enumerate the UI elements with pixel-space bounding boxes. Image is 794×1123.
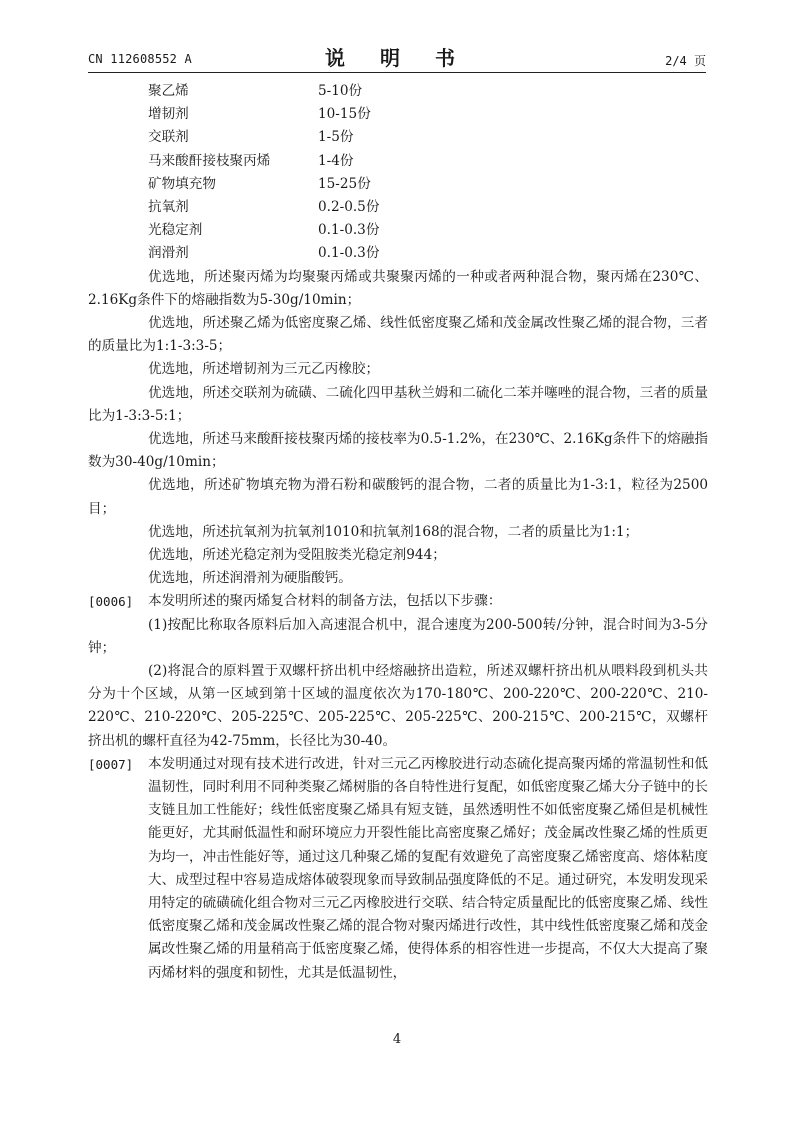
document-body: [88, 80, 708, 985]
paragraph-number: [0007]: [88, 756, 134, 772]
preference-paragraph: 优选地，所述聚丙烯为均聚聚丙烯或共聚聚丙烯的一种或者两种混合物，聚丙烯在230℃、2.16Kg条件下的熔融指数为5-30g/10min；: [88, 268, 708, 308]
component-name: 增韧剂: [148, 106, 189, 123]
paragraph-text: 本发明通过对现有技术进行改进，针对三元乙丙橡胶进行动态硫化提高聚丙烯的常温韧性和低温韧性，同时利用不同种类聚乙烯树脂的各自特性进行复配，如低密度聚乙烯大分子链中的长支链且加工性能好；线性低密度聚乙烯具有短支链，虽然透明性不如低密度聚乙烯但是机械性能更好，尤其耐低温性和耐环境应力开裂性能比高密度聚乙烯好；茂金属改性聚乙烯的性质更为均一，冲击性能好等，通过这几种聚乙烯的复配有效避免了高密度聚乙烯密度高、熔体粘度大、成型过程中容易造成熔体破裂现象而导致制品强度降低的不足。通过研究，本发明发现采用特定的硫磺硫化组合物对三元乙丙橡胶进行交联、结合特定质量配比的低密度聚乙烯、线性低密度聚乙烯和茂金属改性聚乙烯的混合物对聚丙烯进行改性，其中线性低密度聚乙烯和茂金属改性聚乙烯的用量稍高于低密度聚乙烯，使得体系的相容性进一步提高，不仅大大提高了聚丙烯材料的强度和韧性，尤其是低温韧性，: [148, 755, 708, 981]
component-name: 矿物填充物: [148, 175, 216, 192]
paragraph-0007: [88, 753, 708, 985]
paragraph-text: 本发明所述的聚丙烯复合材料的制备方法，包括以下步骤：: [148, 593, 502, 610]
page-number: 4: [392, 1032, 402, 1047]
component-row: [88, 173, 708, 196]
component-amount: 10-15份: [318, 106, 371, 123]
component-amount: 1-4份: [318, 152, 354, 169]
header-divider: [88, 72, 706, 73]
component-row: [88, 80, 708, 103]
component-amount: 5-10份: [318, 83, 363, 99]
preference-paragraph: 优选地，所述润滑剂为硬脂酸钙。: [148, 570, 352, 587]
paragraph-0006: [88, 590, 708, 613]
process-step: (1)按配比称取各原料后加入高速混合机中，混合速度为200-500转/分钟，混合时间为3-5分钟；: [88, 616, 708, 656]
preference-paragraph: 优选地，所述聚乙烯为低密度聚乙烯、线性低密度聚乙烯和茂金属改性聚乙烯的混合物，三者的质量比为1:1-3:3-5；: [88, 314, 708, 355]
page-indicator: 2/4 页: [665, 54, 706, 68]
preference-paragraph: 优选地，所述光稳定剂为受阻胺类光稳定剂944；: [148, 546, 446, 563]
component-amount: 0.2-0.5份: [318, 198, 380, 215]
component-name: 抗氧剂: [148, 198, 189, 215]
component-amount: 1-5份: [318, 129, 354, 146]
preference-paragraph: 优选地，所述增韧剂为三元乙丙橡胶；: [148, 361, 380, 378]
component-name: 聚乙烯: [148, 83, 189, 99]
document-title: 说 明 书: [325, 46, 469, 70]
component-amount: 15-25份: [318, 175, 371, 192]
component-row: [88, 242, 708, 265]
component-list: [88, 80, 708, 266]
preference-paragraph: 优选地，所述抗氧剂为抗氧剂1010和抗氧剂168的混合物，二者的质量比为1:1；: [148, 523, 639, 540]
component-row: [88, 103, 708, 126]
patent-number: CN 112608552 A: [88, 52, 192, 66]
component-row: [88, 219, 708, 242]
preference-paragraph: 优选地，所述矿物填充物为滑石粉和碳酸钙的混合物，二者的质量比为1-3:1，粒径为2500目；: [88, 477, 708, 517]
component-name: 马来酸酐接枝聚丙烯: [148, 152, 271, 169]
component-amount: 0.1-0.3份: [318, 222, 380, 239]
preference-paragraph: 优选地，所述交联剂为硫磺、二硫化四甲基秋兰姆和二硫化二苯并噻唑的混合物，三者的质量比为1-3:3-5:1；: [88, 384, 708, 424]
component-name: 交联剂: [148, 129, 189, 146]
preference-paragraph: 优选地，所述马来酸酐接枝聚丙烯的接枝率为0.5-1.2%，在230℃、2.16Kg条件下的熔融指数为30-40g/10min；: [88, 430, 708, 471]
process-step: (2)将混合的原料置于双螺杆挤出机中经熔融挤出造粒，所述双螺杆挤出机从喂料段到机头共分为十个区域，从第一区域到第十区域的温度依次为170-180℃、200-220℃、200-220℃、210-220℃、210-220℃、205-225℃、205-225℃、205-225℃、200-215℃、200-215℃，双螺杆挤出机的螺杆直径为42-75mm，长径比为30-40。: [88, 662, 708, 749]
paragraph-number: [0006]: [88, 594, 134, 610]
component-row: [88, 196, 708, 219]
component-amount: 0.1-0.3份: [318, 245, 380, 262]
component-name: 光稳定剂: [148, 222, 203, 239]
component-row: [88, 150, 708, 173]
component-row: [88, 126, 708, 149]
component-name: 润滑剂: [148, 245, 189, 262]
